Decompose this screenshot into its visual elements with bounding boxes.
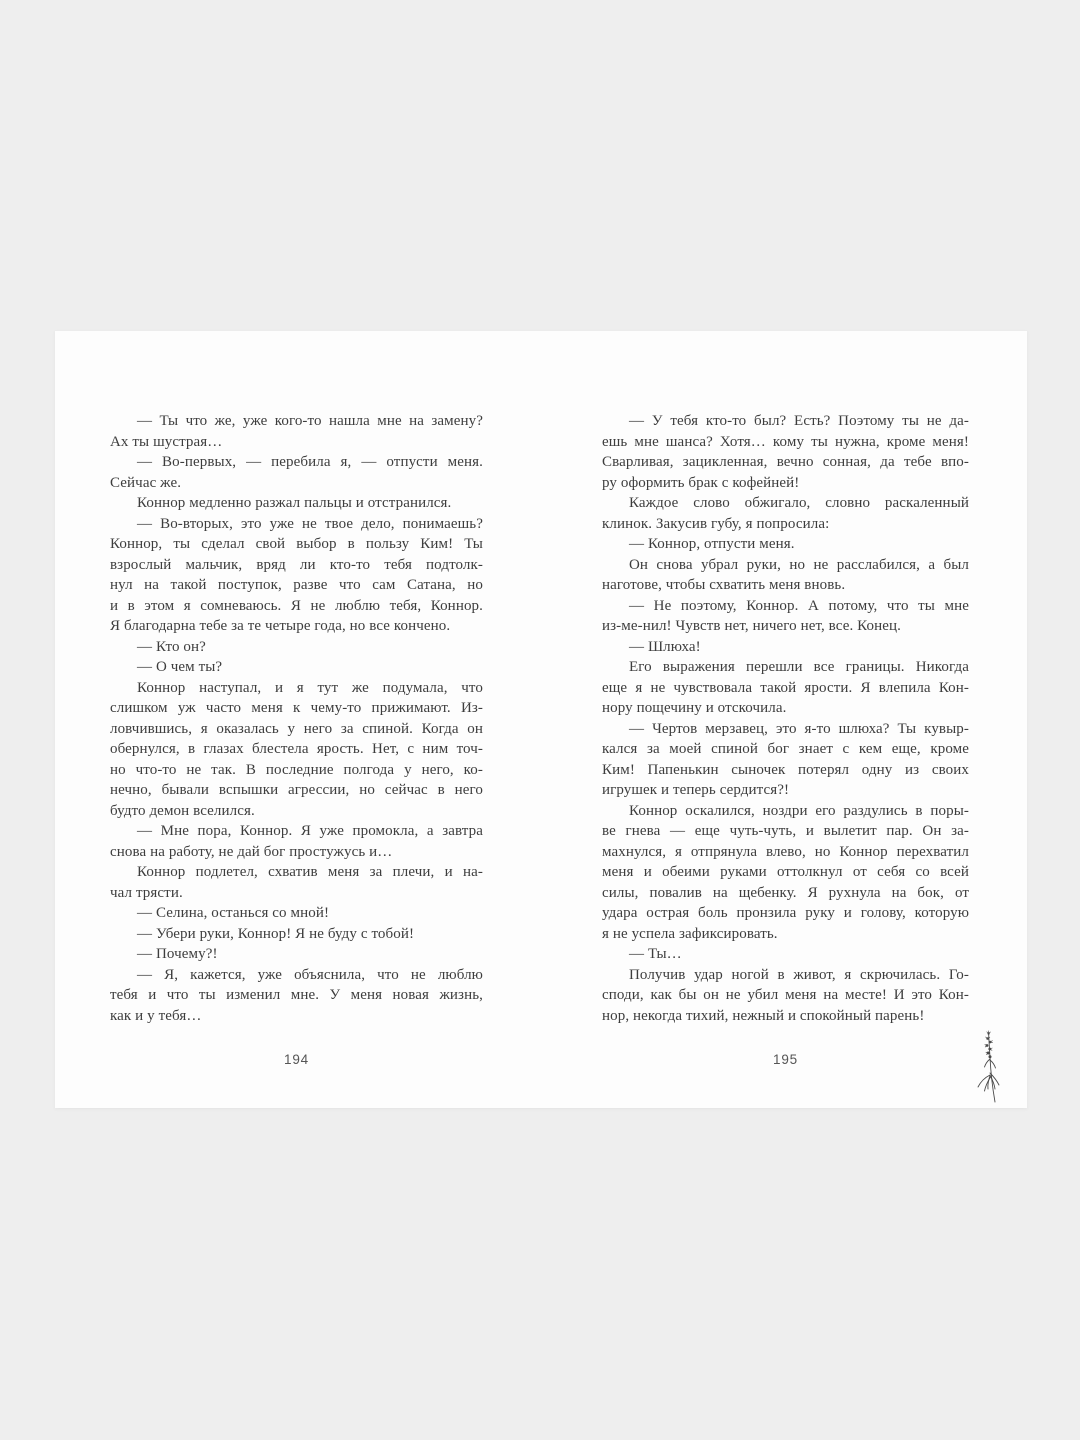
lavender-sprig-illustration: [976, 1030, 1006, 1104]
text-line: ловчившись, я оказалась у него за спиной. Когда он: [110, 720, 483, 737]
text-line: Сварливая, зацикленная, вечно сонная, да тебе впо-: [602, 454, 969, 470]
text-line: будто демон вселился.: [110, 802, 255, 819]
page-number-right: 195: [773, 1052, 798, 1067]
page-number-left: 194: [284, 1052, 309, 1067]
text-line: я не успела зафиксировать.: [602, 925, 778, 942]
book-page-right: [541, 331, 1027, 1108]
text-line: — Кто он?: [137, 638, 206, 655]
text-line: Коннор оскалился, ноздри его раздулись в поры-: [629, 802, 969, 819]
text-line: Сейчас же.: [110, 474, 182, 491]
text-line: нору пощечину и отскочила.: [602, 700, 787, 716]
text-line: Ах ты шустрая…: [110, 433, 223, 450]
text-line: Коннор медленно разжал пальцы и отстранился.: [137, 495, 452, 511]
text-line: кался за моей спиной бог знает с кем еще, кроме: [602, 741, 969, 757]
text-line: тебя и что ты изменил мне. У меня новая жизнь,: [110, 987, 483, 1003]
text-line: ешь мне шанса? Хотя… кому ты нужна, кроме меня!: [602, 433, 969, 450]
text-line: меня и обеими руками оттолкнул от себя со всей: [602, 864, 969, 880]
page-left-text: [110, 411, 483, 1026]
text-line: Он снова убрал руки, но не расслабился, а был: [629, 556, 969, 573]
text-line: Я благодарна тебе за те четыре года, но все кончено.: [110, 618, 451, 634]
text-line: — Селина, останься со мной!: [137, 905, 330, 921]
text-line: — Мне пора, Коннор. Я уже промокла, а завтра: [137, 823, 483, 839]
text-line: нечно, бывали вспышки агрессии, но сейчас в него: [110, 782, 483, 798]
text-line: Коннор подлетел, схватив меня за плечи, и на-: [137, 864, 483, 880]
text-line: снова на работу, не дай бог простужусь и…: [110, 843, 393, 860]
text-line: — Коннор, отпусти меня.: [629, 536, 795, 552]
book-spread: [55, 331, 1027, 1108]
text-line: и в этом я сомневаюсь. Я не люблю тебя, Коннор.: [110, 597, 483, 614]
text-line: слишком уж часто меня к чему-то прижимают. Из-: [110, 700, 483, 716]
text-line: — Во-вторых, это уже не твое дело, понимаешь?: [137, 515, 483, 532]
text-line: Каждое слово обжигало, словно раскаленный: [629, 495, 969, 511]
text-line: — У тебя кто-то был? Есть? Поэтому ты не да-: [629, 413, 969, 429]
text-line: Ким! Папенькин сыночек потерял одну из своих: [602, 761, 969, 778]
text-line: махнулся, я отпрянула влево, но Коннор перехватил: [602, 843, 969, 860]
text-line: — О чем ты?: [137, 659, 223, 675]
page-right-text: [602, 411, 969, 1026]
book-page-left: [55, 331, 541, 1108]
text-line: споди, как бы он не убил меня на месте! И это Кон-: [602, 987, 969, 1003]
text-line: ве гнева — еще чуть-чуть, и вылетит пар. Он за-: [602, 823, 969, 839]
text-line: — Ты…: [629, 946, 682, 962]
text-line: — Убери руки, Коннор! Я не буду с тобой!: [137, 925, 415, 942]
text-line: — Шлюха!: [629, 638, 701, 655]
text-line: — Ты что же, уже кого-то нашла мне на замену?: [137, 413, 483, 429]
text-line: силы, повалив на щебенку. Я рухнула на бок, от: [602, 884, 969, 901]
text-line: Его выражения перешли все границы. Никогда: [629, 659, 969, 675]
text-line: — Я, кажется, уже объяснила, что не люблю: [137, 966, 483, 983]
text-line: из-ме-нил! Чувств нет, ничего нет, все. Конец.: [602, 618, 901, 634]
text-line: чал трясти.: [110, 884, 183, 901]
text-line: наготове, чтобы схватить меня вновь.: [602, 577, 846, 593]
text-line: нор, некогда тихий, нежный и спокойный парень!: [602, 1007, 925, 1024]
text-line: Коннор наступал, и я тут же подумала, что: [137, 679, 483, 696]
text-line: но что-то не так. В последние полгода у него, ко-: [110, 761, 483, 778]
text-line: Получив удар ногой в живот, я скрючилась. Го-: [629, 966, 969, 983]
text-line: еще я не чувствовала такой ярости. Я влепила Кон-: [602, 679, 969, 696]
text-line: клинок. Закусив губу, я попросила:: [602, 515, 830, 532]
text-line: — Чертов мерзавец, это я-то шлюха? Ты кувыр-: [629, 720, 969, 737]
text-line: Коннор, ты сделал свой выбор в пользу Ким! Ты: [110, 536, 483, 552]
text-line: удара острая боль пронзила руку и голову, которую: [602, 905, 969, 921]
text-line: — Почему?!: [137, 946, 218, 962]
text-line: — Не поэтому, Коннор. А потому, что ты мне: [629, 597, 969, 614]
text-line: нул на такой поступок, разве что сам Сатана, но: [110, 577, 483, 593]
text-line: игрушек и теперь сердится?!: [602, 782, 790, 798]
text-line: как и у тебя…: [110, 1007, 202, 1024]
text-line: — Во-первых, — перебила я, — отпусти меня.: [137, 454, 483, 470]
text-line: взрослый мальчик, вряд ли кто-то тебя подтолк-: [110, 556, 483, 573]
text-line: обернулся, в глазах блестела ярость. Нет, с ним точ-: [110, 741, 483, 757]
text-line: ру оформить брак с кофейней!: [602, 474, 800, 491]
